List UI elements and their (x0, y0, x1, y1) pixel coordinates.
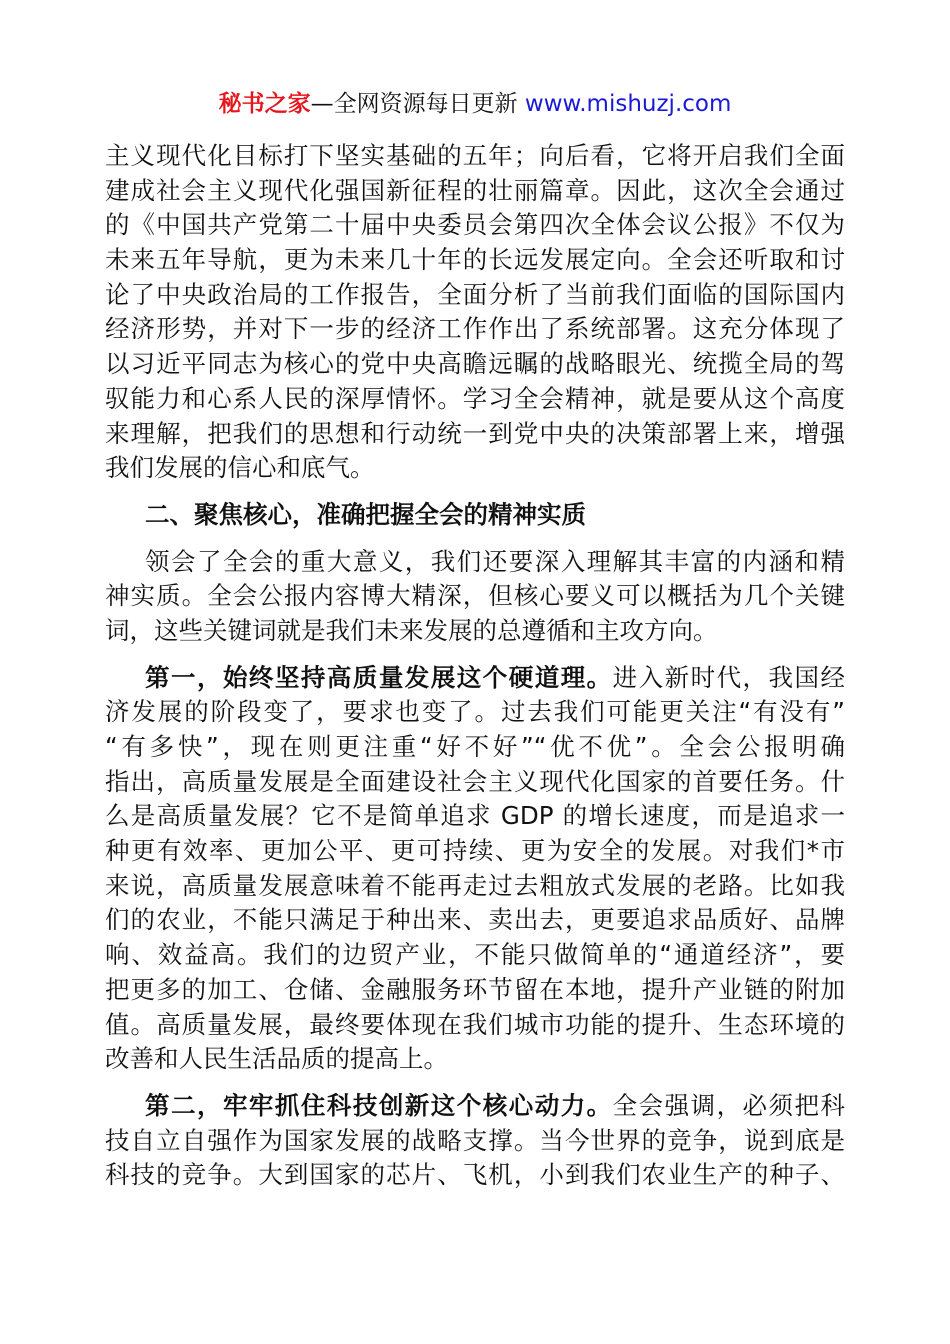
text-line (105, 347, 845, 382)
text-line (105, 661, 845, 696)
line-text: 济发展的阶段变了，要求也变了。过去我们可能更关注“有没有” (105, 697, 845, 727)
text-line (105, 174, 845, 209)
line-text: 以习近平同志为核心的党中央高瞻远瞩的战略眼光、统揽全局的驾 (105, 349, 845, 379)
line-text: “有多快”，现在则更注重“好不好”“优不优”。全会公报明确 (105, 732, 845, 761)
text-line (105, 903, 845, 938)
text-line (105, 973, 845, 1008)
text-line (105, 208, 845, 243)
line-text: 经济形势，并对下一步的经济工作作出了系统部署。这充分体现了 (105, 314, 845, 344)
text-line (105, 614, 845, 649)
text-line (105, 799, 845, 834)
text-line (105, 1008, 845, 1043)
text-line (105, 1158, 845, 1193)
text-line (105, 139, 845, 174)
text-line (105, 1042, 845, 1077)
line-text: 指出，高质量发展是全面建设社会主义现代化国家的首要任务。什 (105, 766, 845, 796)
line-text: 我们发展的信心和底气。 (105, 453, 375, 483)
text-line (105, 545, 845, 580)
line-text: 来理解，把我们的思想和行动统一到党中央的决策部署上来，增强 (105, 418, 845, 448)
line-text: 们的农业，不能只满足于种出来、卖出去，更要追求品质好、品牌 (105, 905, 845, 935)
line-text: 论了中央政治局的工作报告，全面分析了当前我们面临的国际国内 (105, 279, 845, 309)
line-text: 来说，高质量发展意味着不能再走过去粗放式发展的老路。比如我 (105, 870, 845, 900)
text-line (105, 869, 845, 904)
line-text: 领会了全会的重大意义，我们还要深入理解其丰富的内涵和精 (145, 546, 845, 576)
site-header (0, 88, 950, 120)
paragraph (105, 139, 845, 486)
paragraph (105, 1089, 845, 1193)
line-text: 把更多的加工、仓储、金融服务环节留在本地，提升产业链的附加 (105, 974, 845, 1004)
text-line (105, 498, 845, 533)
text-line (105, 695, 845, 730)
line-text: 种更有效率、更加公平、更可持续、更为安全的发展。对我们*市 (105, 836, 845, 866)
line-text: 技自立自强作为国家发展的战略支撑。当今世界的竞争，说到底是 (105, 1125, 845, 1155)
text-line (105, 451, 845, 486)
line-text: 么是高质量发展？它不是简单追求 GDP 的增长速度，而是追求一 (105, 801, 845, 831)
line-text: 词，这些关键词就是我们未来发展的总遵循和主攻方向。 (105, 615, 718, 645)
line-text: 响、效益高。我们的边贸产业，不能只做简单的“通道经济”，要 (105, 940, 845, 970)
paragraph (105, 545, 845, 649)
line-text: 科技的竞争。大到国家的芯片、飞机，小到我们农业生产的种子、 (105, 1160, 845, 1190)
text-line (105, 417, 845, 452)
text-line (105, 730, 845, 765)
document-body (105, 139, 845, 1205)
brand-name: 秘书之家 (218, 91, 311, 117)
site-url-link[interactable]: www.mishuzj.com (524, 91, 732, 117)
line-text: 二、聚焦核心，准确把握全会的精神实质 (145, 499, 586, 529)
line-text: 驭能力和心系人民的深厚情怀。学习全会精神，就是要从这个高度 (105, 383, 845, 413)
header-tagline: —全网资源每日更新 (310, 91, 525, 117)
line-text: 未来五年导航，更为未来几十年的长远发展定向。全会还听取和讨 (105, 245, 845, 275)
text-line (105, 382, 845, 417)
text-line (105, 834, 845, 869)
line-text: 主义现代化目标打下坚实基础的五年；向后看，它将开启我们全面 (105, 141, 845, 170)
text-line (105, 1089, 845, 1124)
line-text: 的《中国共产党第二十届中央委员会第四次全体会议公报》不仅为 (105, 210, 845, 240)
line-text: 神实质。全会公报内容博大精深，但核心要义可以概括为几个关键 (105, 581, 845, 611)
text-line (105, 243, 845, 278)
section-heading (105, 498, 845, 533)
text-line (105, 765, 845, 800)
line-text: 建成社会主义现代化强国新征程的壮丽篇章。因此，这次全会通过 (105, 175, 845, 205)
text-line (105, 1124, 845, 1159)
text-line (105, 938, 845, 973)
text-line (105, 579, 845, 614)
line-text: 全会强调，必须把科 (612, 1090, 846, 1120)
line-text: 进入新时代，我国经 (612, 662, 846, 692)
line-text: 改善和人民生活品质的提高上。 (105, 1044, 448, 1074)
line-text: 值。高质量发展，最终要体现在我们城市功能的提升、生态环境的 (105, 1009, 845, 1039)
lead-sentence: 第一，始终坚持高质量发展这个硬道理。 (145, 662, 613, 692)
lead-sentence: 第二，牢牢抓住科技创新这个核心动力。 (145, 1090, 613, 1120)
text-line (105, 278, 845, 313)
text-line (105, 312, 845, 347)
paragraph (105, 661, 845, 1077)
